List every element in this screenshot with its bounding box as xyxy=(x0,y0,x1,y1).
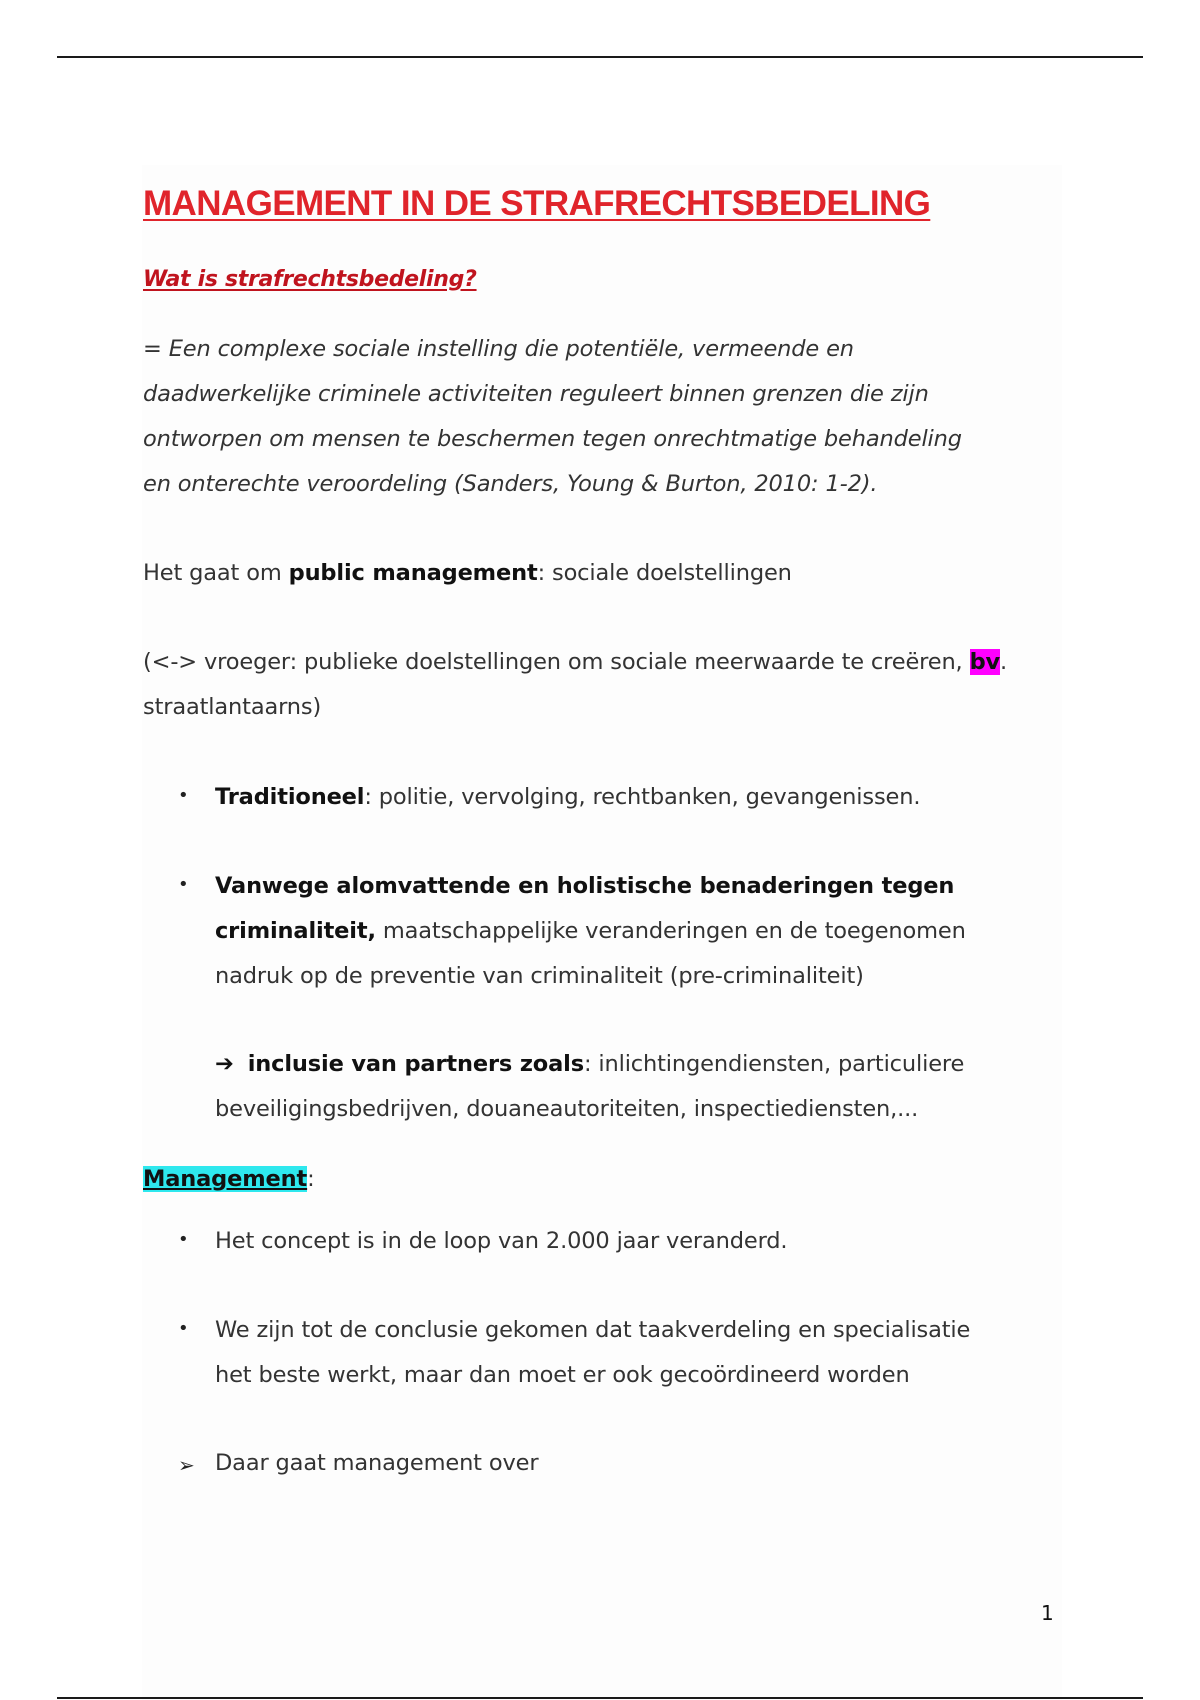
management-bullet-2-line-1: We zijn tot de conclusie gekomen dat taakverdeling en specialisatie xyxy=(215,1317,971,1343)
public-management-prefix: Het gaat om xyxy=(143,560,289,586)
management-bullet-2-line-2: het beste werkt, maar dan moet er ook gecoördineerd worden xyxy=(215,1362,910,1388)
vanwege-line-1: Vanwege alomvattende en holistische benaderingen tegen xyxy=(215,873,955,899)
bullet-dot-icon xyxy=(178,785,189,806)
inclusie-text: : inlichtingendiensten, particuliere xyxy=(583,1051,965,1077)
bullet-dot-icon xyxy=(178,1229,189,1250)
definition-line: = Een complexe sociale instelling die potentiële, vermeende en xyxy=(143,336,854,362)
arrowhead-bullet-icon: ➢ xyxy=(178,1453,195,1477)
public-management-bold: public management xyxy=(288,560,538,586)
public-management-suffix: : sociale doelstellingen xyxy=(537,560,792,586)
vanwege-line-3: nadruk op de preventie van criminaliteit (pre-criminaliteit) xyxy=(215,963,864,989)
management-heading xyxy=(143,1157,315,1202)
traditioneel-bold: Traditioneel xyxy=(215,784,365,810)
vanwege-line-2-text: maatschappelijke veranderingen en de toegenomen xyxy=(375,918,966,944)
definition-paragraph xyxy=(143,327,1063,507)
section-subtitle: Wat is strafrechtsbedeling? xyxy=(143,267,477,292)
arrow-item xyxy=(215,1042,964,1132)
management-colon: : xyxy=(307,1166,315,1192)
management-bullet-1-text: Het concept is in de loop van 2.000 jaar veranderd. xyxy=(215,1228,788,1254)
conclusion-line: Daar gaat management over xyxy=(215,1450,539,1476)
definition-line: ontworpen om mensen te beschermen tegen onrechtmatige behandeling xyxy=(143,426,962,452)
bv-highlight: bv xyxy=(969,649,1001,675)
management-bullet-1 xyxy=(215,1219,787,1264)
bullet-dot-icon xyxy=(178,1318,189,1339)
inclusie-line-2: beveiligingsbedrijven, douaneautoriteiten, inspectiediensten,... xyxy=(215,1096,919,1122)
definition-line: en onterechte veroordeling (Sanders, Young & Burton, 2010: 1-2). xyxy=(143,471,878,497)
arrow-icon: ➔ xyxy=(215,1051,234,1077)
document-title: MANAGEMENT IN DE STRAFRECHTSBEDELING xyxy=(143,184,931,223)
vroeger-line-2: straatlantaarns) xyxy=(143,694,322,720)
public-management-line xyxy=(143,551,792,596)
management-highlight: Management xyxy=(143,1166,308,1192)
management-bullet-2 xyxy=(215,1308,970,1398)
vroeger-line-1 xyxy=(143,640,1007,685)
vanwege-line-2-bold: criminaliteit, xyxy=(215,918,376,944)
top-rule xyxy=(57,56,1143,58)
inclusie-bold: inclusie van partners zoals xyxy=(247,1051,584,1077)
bullet-traditioneel xyxy=(215,775,920,820)
definition-line: daadwerkelijke criminele activiteiten reguleert binnen grenzen die zijn xyxy=(143,381,929,407)
bullet-dot-icon xyxy=(178,874,189,895)
bottom-rule xyxy=(57,1697,1143,1699)
vroeger-text: (<-> vroeger: publieke doelstellingen om sociale meerwaarde te creëren, xyxy=(143,649,970,675)
bullet-vanwege xyxy=(215,864,966,999)
traditioneel-text: : politie, vervolging, rechtbanken, gevangenissen. xyxy=(364,784,921,810)
vroeger-end: . xyxy=(1000,649,1008,675)
page-number: 1 xyxy=(1041,1601,1054,1625)
